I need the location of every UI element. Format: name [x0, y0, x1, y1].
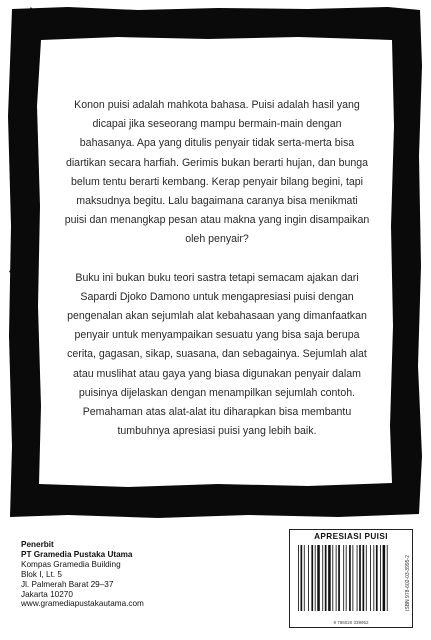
publisher-city: Jakarta 10270 [21, 589, 73, 599]
barcode-bar [328, 545, 331, 611]
barcode-bar [298, 545, 299, 611]
blurb-paragraph-2: Buku ini bukan buku teori sastra tetapi semacam ajakan dari Sapardi Djoko Damono untuk mengapresiasi puisi dengan pengenalan akan sejumlah alat kebahasaan yang dimanfaatkan penyair untuk menyampaikan sesuatu yang bisa saja berupa cerita, gagasan, sikap, suasana, dan sebagainya. Sejumlah alat atau muslihat atau gaya yang biasa digunakan penyair dalam puisinya dijelaskan dengan menampilkan sejumlah contoh. Pemahaman atas alat-alat itu diharapkan bisa membantu tumbuhnya apresiasi puisi yang lebih baik. [67, 271, 367, 438]
barcode-bar [380, 545, 381, 611]
barcode-bar [352, 545, 353, 611]
barcode-bar [325, 545, 327, 611]
barcode-bar [359, 545, 361, 611]
barcode-bar [304, 545, 305, 611]
barcode-bar [383, 545, 386, 611]
barcode-bar [315, 545, 316, 611]
publisher-name: PT Gramedia Pustaka Utama [21, 549, 133, 559]
barcode-icon [296, 545, 398, 615]
barcode-bar [346, 545, 347, 611]
publisher-block: Blok I, Lt. 5 [21, 569, 62, 579]
barcode-bar [317, 545, 320, 611]
barcode-bar [387, 545, 388, 611]
blurb-paragraph-1: Konon puisi adalah mahkota bahasa. Puisi adalah hasil yang dicapai jika seseorang mampu bermain-main dengan bahasanya. Apa yang ditulis penyair tidak serta-merta bisa diartikan secara harfiah. Gerimis bukan berarti hujan, dan bunga belum tentu berarti kembang. Kerap penyair bilang begini, tapi maksudnya begitu. Lalu bagaimana caranya bisa menikmati puisi dan menangkap pesan atau makna yang ingin disampaikan oleh penyair? [64, 99, 370, 246]
barcode-bar [332, 545, 333, 611]
publisher-building: Kompas Gramedia Building [21, 559, 121, 569]
barcode-bar [349, 545, 351, 611]
barcode-bar [308, 545, 309, 611]
publisher-info [21, 540, 241, 609]
barcode-bar [370, 545, 371, 611]
barcode-bar [366, 545, 367, 611]
barcode-bar [322, 545, 323, 611]
barcode-bar [338, 545, 340, 611]
barcode-title: APRESIASI PUISI [314, 532, 388, 541]
barcode-bar [373, 545, 374, 611]
barcode-bar [301, 545, 303, 611]
barcode-bar [311, 545, 313, 611]
barcode-bar [376, 545, 378, 611]
isbn-vertical: ISBN 978-602-03-3995-2 [405, 555, 411, 611]
publisher-street: Jl. Palmerah Barat 29–37 [21, 579, 114, 589]
barcode-bar [343, 545, 344, 611]
barcode-bar [363, 545, 365, 611]
publisher-website: www.gramediapustakautama.com [21, 599, 144, 609]
barcode-bar [357, 545, 358, 611]
back-cover-blurb [64, 96, 370, 460]
barcode-number: 9 786020 339952 [333, 620, 369, 625]
publisher-heading: Penerbit [21, 540, 54, 549]
barcode-bar [336, 545, 337, 611]
barcode-panel [289, 529, 413, 628]
